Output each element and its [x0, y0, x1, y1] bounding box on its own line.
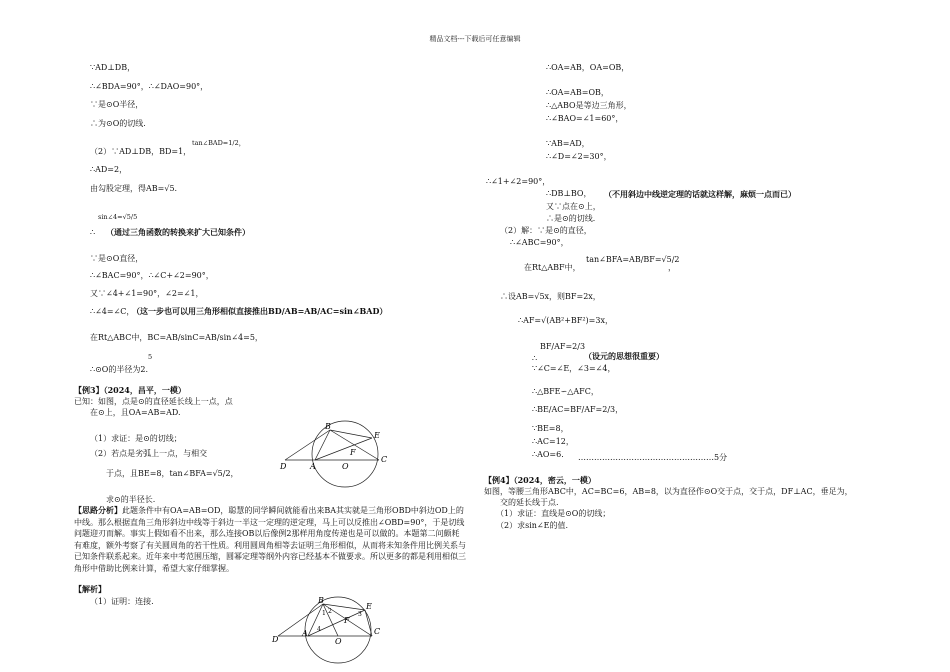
proof-line: ∴OA=AB=OB，	[546, 88, 609, 97]
angle-label: 4	[317, 626, 321, 633]
proof-line: ∵是⊙O直径，	[90, 254, 144, 263]
proof-line: ∴∠D=∠2=30°，	[546, 152, 612, 161]
score-line: ……………………………………………5分	[578, 453, 728, 462]
point-label: C	[374, 627, 381, 636]
point-label: F	[344, 616, 350, 625]
analysis-block	[74, 505, 466, 574]
proof-line: 在Rt△ABF中，	[524, 263, 581, 272]
point-label: D	[280, 462, 287, 471]
proof-line: ∵AB=AD，	[546, 139, 590, 148]
proof-line: ∴为⊙O的切线.	[90, 119, 146, 128]
proof-line: ∵BE=8，	[532, 424, 569, 433]
proof-line: ∵AD⊥DB，	[90, 63, 136, 72]
proof-line: ∴AC=12，	[532, 437, 574, 446]
formula-sin4: sin∠4=√5/5	[98, 213, 138, 221]
proof-line: ∴∠4=∠C，	[90, 307, 135, 316]
point-label: A	[310, 462, 316, 471]
proof-line: （2）∵AD⊥DB，BD=1，	[90, 147, 192, 156]
proof-line: ，	[668, 263, 676, 272]
point-label: O	[335, 637, 342, 646]
proof-line: 由勾股定理，得AB=√5.	[90, 184, 178, 193]
point-label: O	[342, 462, 349, 471]
proof-line: ∴∠ABC=90°，	[510, 238, 569, 247]
problem-line: 求⊙的半径长.	[106, 495, 156, 504]
geometry-figure-2	[272, 598, 382, 666]
circle-o	[312, 421, 378, 487]
circle-o	[305, 597, 371, 663]
proof-line: ∴	[532, 354, 538, 363]
proof-line: ∴AO=6．	[532, 450, 570, 459]
point-label: E	[374, 431, 380, 440]
proof-line: ∴AF=√(AB²+BF²)=3x，	[518, 316, 613, 325]
angle-label: 1	[322, 610, 326, 617]
formula-ratio: BF/AF=2/3	[540, 342, 586, 351]
proof-line: ∴△ABO是等边三角形，	[546, 101, 632, 110]
proof-line: ∴是⊙的切线．	[546, 214, 601, 223]
problem-line: （1）求证：直线是⊙O的切线；	[496, 509, 611, 518]
angle-label: 2	[328, 608, 332, 615]
example-4-title: 【例4】（2024，密云，一模）	[484, 475, 596, 485]
proof-line: ∴∠BAO=∠1=60°，	[546, 114, 624, 123]
problem-line: 在⊙上，且OA=AB=AD.	[90, 408, 181, 417]
note-bold: （不用斜边中线逆定理的话就这样解，麻烦一点而已）	[604, 189, 796, 199]
proof-line: ∴OA=AB，OA=OB，	[546, 63, 630, 72]
problem-line: 于点，且BE=8，tan∠BFA=√5/2，	[106, 469, 239, 478]
angle-label: 3	[358, 611, 362, 618]
point-label: E	[366, 602, 372, 611]
proof-line: 又∵∠4+∠1=90°，∠2=∠1，	[90, 289, 204, 298]
proof-line: ∴设AB=√5x，则BF=2x，	[500, 292, 601, 301]
geometry-figure-1	[280, 422, 390, 478]
proof-line: ∵∠C=∠E，∠3=∠4，	[532, 364, 616, 373]
problem-line: 已知：如图，点是⊙的直径延长线上一点，点	[74, 397, 233, 406]
formula-tan-bfa: tan∠BFA=AB/BF=√5/2	[586, 255, 680, 264]
point-label: A	[302, 629, 308, 638]
example-3-title: 【例3】（2024，昌平，一模）	[74, 385, 186, 395]
page-header: 精品文档---下载后可任意编辑	[429, 35, 521, 43]
solution-line: （1）证明：连接.	[90, 597, 154, 606]
point-label: F	[350, 448, 356, 457]
proof-line: ∴DB⊥BO，	[546, 189, 592, 198]
proof-line: ∴AD=2，	[90, 165, 128, 174]
analysis-label: 【思路分析】	[74, 505, 122, 515]
proof-line: ∴BE/AC=BF/AF=2/3，	[532, 405, 624, 414]
point-label: B	[318, 596, 324, 605]
note-bold: （这一步也可以用三角形相似直接推出BD/AB=AB/AC=sin∠BAD）	[132, 306, 388, 316]
proof-line: ∵是⊙O半径，	[90, 100, 144, 109]
proof-line: 在Rt△ABC中，BC=AB/sinC=AB/sin∠4=5，	[90, 333, 263, 342]
problem-line: （1）求证：是⊙的切线；	[90, 434, 182, 443]
problem-line: 如图，等腰三角形ABC中，AC=BC=6，AB=8，以为直径作⊙O交于点，交于点，DF⊥AC，垂足为，	[484, 487, 853, 496]
proof-line: ∴	[90, 228, 96, 237]
proof-line: ∴△BFE∽△AFC，	[532, 387, 599, 396]
solution-label: 【解析】	[74, 584, 106, 594]
proof-line: ∴∠BAC=90°，∴∠C+∠2=90°，	[90, 271, 214, 280]
point-label: C	[381, 455, 388, 464]
note-bold: （设元的思想很重要）	[584, 351, 664, 361]
point-label: D	[272, 635, 279, 644]
problem-line: （2）若点是劣弧上一点，与相交	[90, 449, 208, 458]
problem-line: （2）求sin∠E的值.	[496, 521, 568, 530]
formula-denominator: 5	[148, 353, 153, 361]
proof-line: （2）解：∵是⊙的直径，	[500, 226, 592, 235]
proof-line: ∴∠BDA=90°，∴∠DAO=90°，	[90, 82, 209, 91]
note-bold: （通过三角函数的转换来扩大已知条件）	[106, 227, 250, 237]
analysis-text: 此题条件中有OA=AB=OD，聪慧的同学瞬间就能看出来BA其实就是三角形OBD中斜边OD上的中线。那么根据直角三角形斜边中线等于斜边一半这一定理的逆定理，马上可以反推出∠OBD=90°，于是切线问题迎刃而解。事实上假如看不出来，那么连接OB以后像例2那样用角度传递也是可以做的。本题第二问颇耗有难度，额外考察了有关圆周角的若干性质。利用圆周角相等去证明三角形相似，从而将未知条件用比例关系与已知条件联系起来。近年来中考范围压缩，圆幂定理等纲外内容已经基本不做要求。所以更多的都是利用相似三角形中借助比例来计算，希望大家仔细掌握。	[74, 506, 466, 573]
proof-line: ∴∠1+∠2=90°，	[486, 177, 551, 186]
formula-tan-bad: tan∠BAD=1/2，	[192, 139, 246, 147]
proof-line: ∴⊙O的半径为2.	[90, 365, 148, 374]
point-label: B	[325, 422, 331, 431]
problem-line: 交的延长线于点.	[500, 498, 559, 507]
proof-line: 又∵点在⊙上，	[546, 202, 601, 211]
